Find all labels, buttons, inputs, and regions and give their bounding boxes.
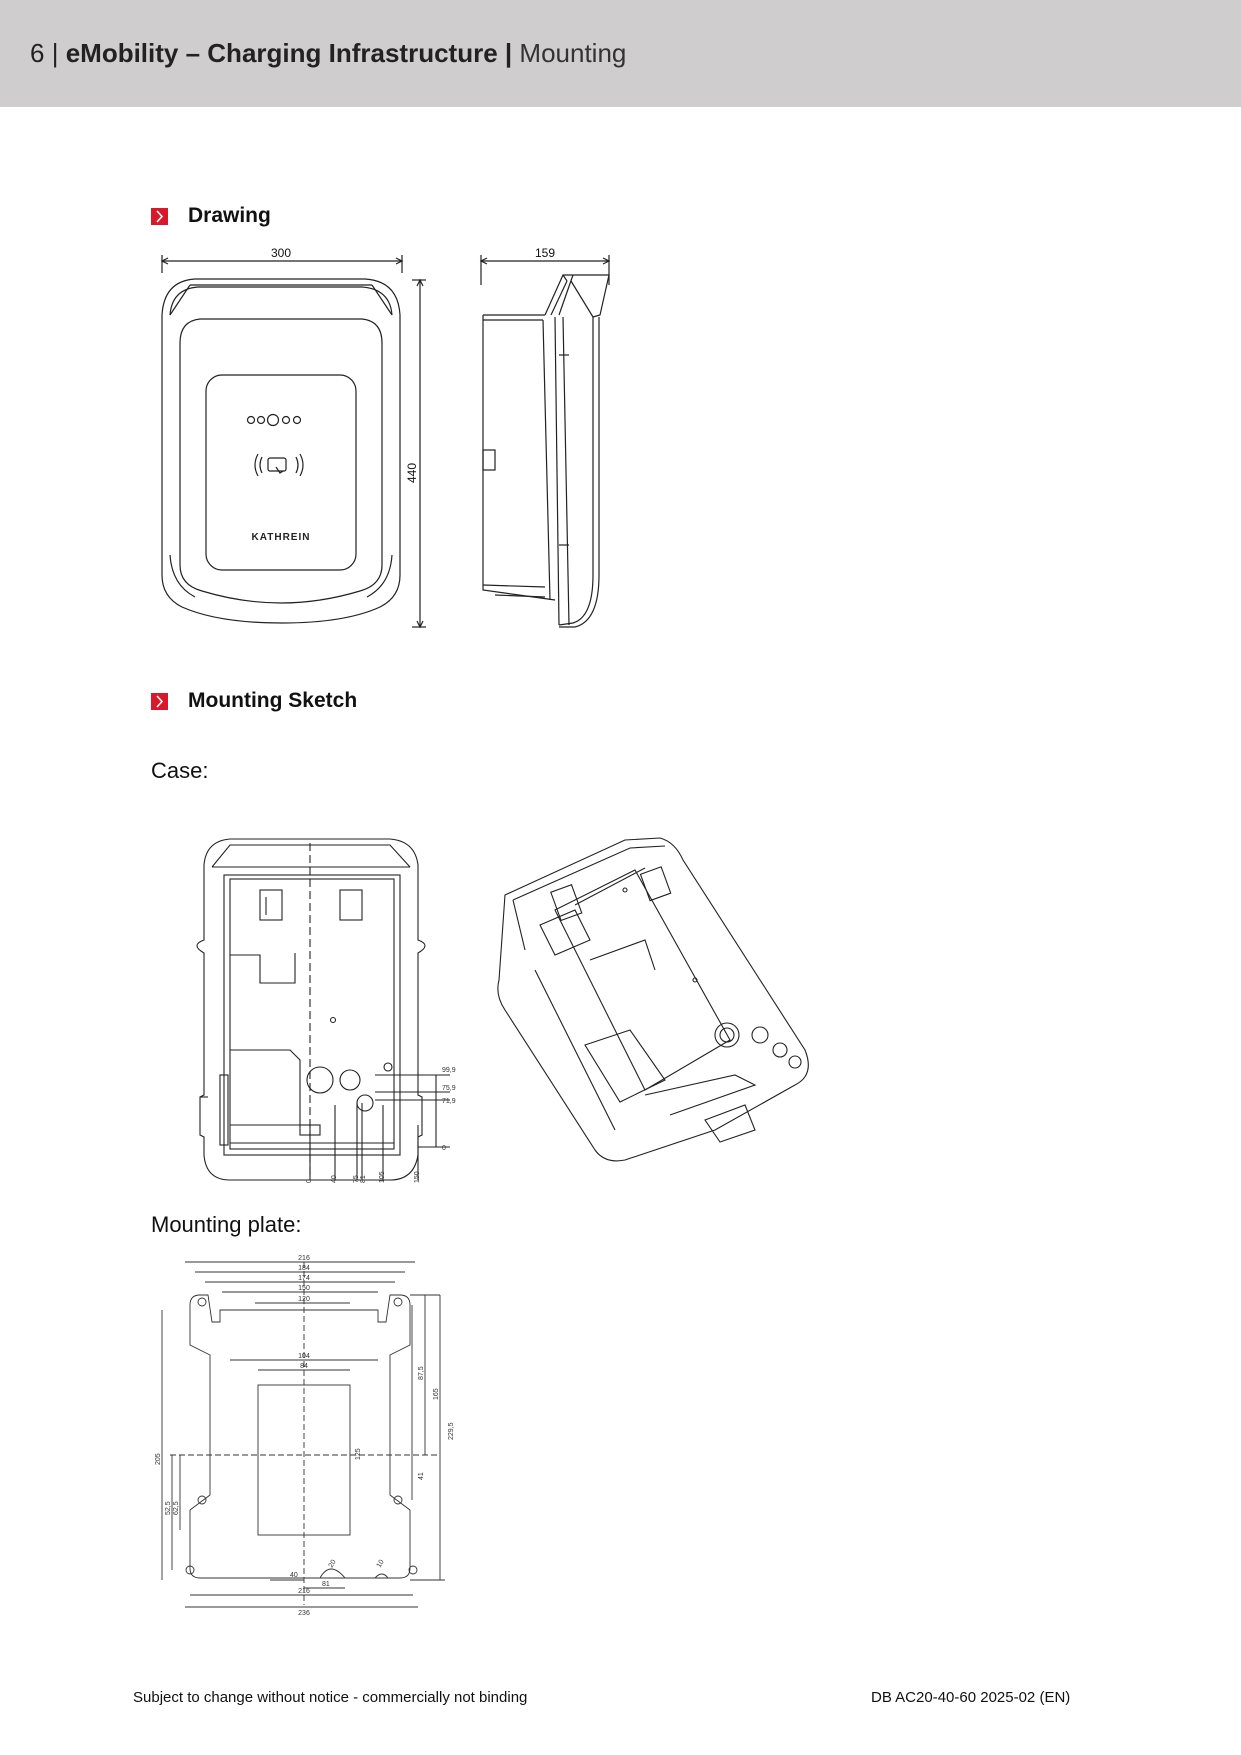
height-dimension-label: 440 [405,462,419,484]
drawing-heading [151,203,271,229]
header-text [30,38,626,69]
drawing-title: Drawing [188,204,271,227]
depth-dimension-label: 159 [534,246,556,260]
case-dim-v1: 75,9 [442,1085,456,1092]
chevron-right-icon [151,693,168,710]
section-name: Mounting [519,38,627,68]
case-dim-h4: 105 [379,1171,386,1183]
plate-dim-bottom-2: 216 [298,1588,310,1595]
plate-dim-top-1: 184 [298,1265,310,1272]
width-dimension-label: 300 [270,246,292,260]
plate-dim-center: 125 [355,1448,362,1460]
plate-dim-right-2: 229,5 [448,1422,455,1440]
plate-dim-bottom-3: 236 [298,1610,310,1617]
plate-dim-inner-1: 84 [300,1363,308,1370]
header-separator-2: | [504,38,513,68]
plate-dim-right-1: 165 [433,1388,440,1400]
case-dim-v0: 99,9 [442,1067,456,1074]
plate-dim-hole-0: 20 [327,1558,338,1569]
plate-dim-left-2: 62,5 [173,1501,180,1515]
case-label: Case: [151,758,209,783]
rfid-contactless-icon [255,454,303,476]
case-dim-h1: 40 [331,1175,338,1183]
page-number: 6 [30,38,45,68]
header-separator: | [51,38,59,68]
plate-dim-left-0: 205 [155,1453,162,1465]
plate-dim-bottom-1: 81 [322,1581,330,1588]
footer-disclaimer: Subject to change without notice - commercially not binding [133,1689,528,1706]
case-dim-v2: 71,9 [442,1098,456,1105]
page-header [0,0,1241,107]
case-dim-h0: 0 [306,1179,313,1183]
plate-dim-left-1: 52,5 [165,1501,172,1515]
mounting-sketch-heading [151,688,357,714]
case-front-drawing [200,835,470,1187]
case-dim-h5: 150 [414,1171,421,1183]
front-view-drawing [150,245,430,635]
document-title: eMobility – Charging Infrastructure [65,38,498,68]
mounting-plate-drawing [150,1250,470,1620]
plate-dim-top-3: 150 [298,1285,310,1292]
mounting-sketch-title: Mounting Sketch [188,689,358,712]
plate-dim-right-3: 41 [418,1472,425,1480]
footer-doc-id: DB AC20-40-60 2025-02 (EN) [871,1689,1071,1706]
mounting-plate-label: Mounting plate: [151,1212,302,1237]
case-dim-h3: 81 [360,1175,367,1183]
plate-dim-hole-1: 10 [375,1558,386,1569]
plate-dim-right-0: 87,5 [418,1366,425,1380]
chevron-right-icon [151,208,168,225]
plate-dim-inner-0: 104 [298,1353,310,1360]
plate-dim-bottom-0: 40 [290,1572,298,1579]
plate-dim-top-0: 216 [298,1255,310,1262]
plate-dim-top-4: 120 [298,1296,310,1303]
case-isometric-drawing [495,830,815,1170]
brand-logo: KATHREIN [251,532,311,543]
case-dim-h2: 75 [353,1175,360,1183]
case-dim-v3: 0 [442,1145,446,1152]
side-view-drawing [475,245,615,635]
plate-dim-top-2: 174 [298,1275,310,1282]
